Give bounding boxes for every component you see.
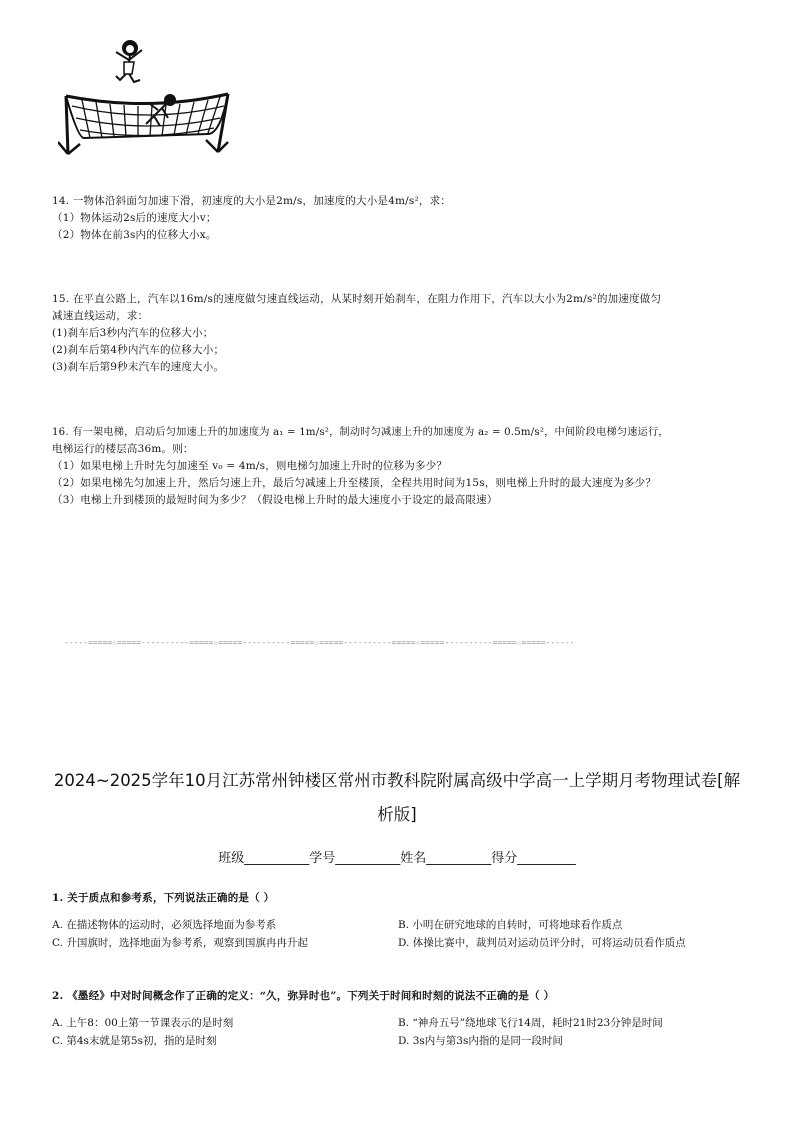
question-15-part-3: (3)刹车后第9秒末汽车的速度大小。	[52, 361, 225, 373]
question-2-option-b: B. “神舟五号”绕地球飞行14周，耗时21时23分钟是时间	[398, 1017, 663, 1029]
exam-title-line-1: 2024~2025学年10月江苏常州钟楼区常州市教科院附属高级中学高一上学期月考物理试卷[解	[53, 771, 741, 790]
question-1-option-b: B. 小明在研究地球的自转时，可将地球看作质点	[398, 919, 623, 931]
question-16-part-3: （3）电梯上升到楼顶的最短时间为多少？（假设电梯上升时的最大速度小于设定的最高限速）	[52, 494, 498, 506]
question-16	[52, 424, 757, 509]
exam-title	[17, 764, 777, 832]
question-16-stem: 16. 有一架电梯，启动后匀加速上升的加速度为 a₁ = 1m/s²，制动时匀减速上升的加速度为 a₂ = 0.5m/s²，中间阶段电梯匀速运行，	[52, 427, 669, 438]
question-2-option-d: D. 3s内与第3s内指的是同一段时间	[398, 1035, 563, 1047]
question-15	[52, 291, 752, 376]
question-15-part-2: (2)刹车后第4秒内汽车的位移大小；	[52, 344, 225, 356]
question-14	[52, 193, 752, 244]
trampoline-illustration	[58, 34, 238, 160]
question-2-option-c: C. 第4s末就是第5s初，指的是时刻	[52, 1035, 217, 1047]
question-2-option-a: A. 上午8：00上第一节课表示的是时刻	[52, 1017, 234, 1029]
exam-title-line-2: 析版]	[377, 805, 417, 824]
question-15-stem: 15. 在平直公路上，汽车以16m/s的速度做匀速直线运动，从某时刻开始刹车，在阻力作用下，汽车以大小为2m/s²的加速度做匀	[52, 293, 662, 305]
question-1-option-c: C. 升国旗时，选择地面为参考系，观察到国旗冉冉升起	[52, 937, 308, 949]
question-16-part-2: （2）如果电梯先匀加速上升，然后匀速上升，最后匀减速上升至楼顶，全程共用时间为15s，则电梯上升时的最大速度为多少？	[52, 477, 657, 489]
question-14-part-2: （2）物体在前3s内的位移大小x。	[52, 229, 217, 241]
question-1-option-a: A. 在描述物体的运动时，必须选择地面为参考系	[52, 919, 277, 931]
question-14-part-1: （1）物体运动2s后的速度大小v；	[52, 212, 217, 224]
question-16-part-1: （1）如果电梯上升时先匀加速至 v₀ = 4m/s，则电梯匀加速上升时的位移为多少？	[52, 460, 448, 472]
question-1-option-d: D. 体操比赛中，裁判员对运动员评分时，可将运动员看作质点	[398, 937, 686, 949]
question-16-stem-cont: 电梯运行的楼层高36m。则：	[52, 443, 194, 455]
section-divider: -----=====☆=====----------=====☆=====----------=====☆=====----------=====☆=====----------=====☆=====------	[64, 638, 575, 647]
question-15-part-1: (1)刹车后3秒内汽车的位移大小；	[52, 327, 214, 339]
question-2-stem: 2. 《墨经》中对时间概念作了正确的定义：“久，弥异时也”。下列关于时间和时刻的说法不正确的是（ ）	[52, 990, 555, 1002]
question-15-stem-cont: 减速直线运动，求：	[52, 310, 149, 322]
question-14-stem: 14. 一物体沿斜面匀加速下滑，初速度的大小是2m/s，加速度的大小是4m/s²，求：	[52, 195, 451, 207]
question-1-stem: 1. 关于质点和参考系，下列说法正确的是（ ）	[52, 892, 275, 904]
student-info-fields: 班级__________学号__________姓名__________得分_________	[218, 851, 576, 866]
